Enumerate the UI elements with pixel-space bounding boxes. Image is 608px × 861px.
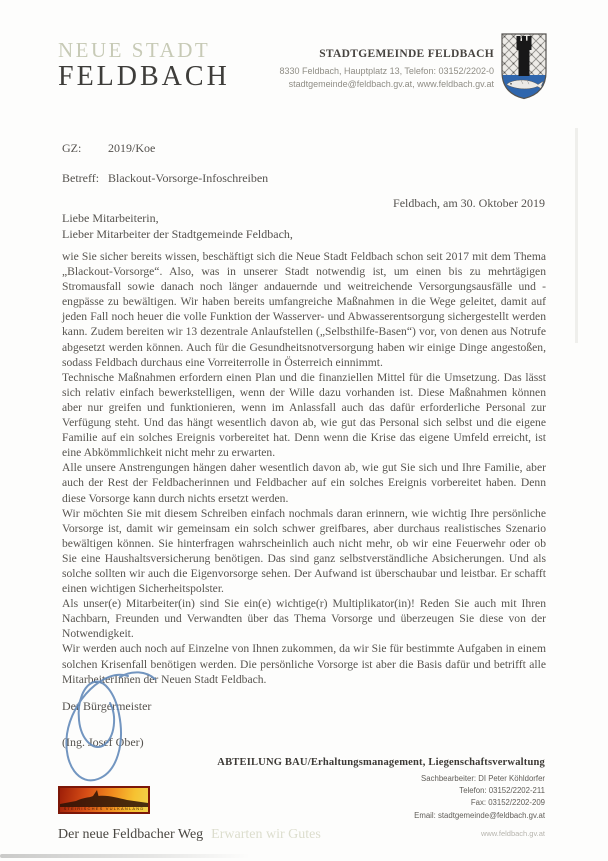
dateline: Feldbach, am 30. Oktober 2019: [393, 196, 545, 210]
city-logo: [58, 40, 230, 91]
org-address-line: 8330 Feldbach, Hauptplatz 13, Telefon: 03152/2202-0: [279, 66, 494, 76]
department-line: ABTEILUNG BAU/Erhaltungsmanagement, Liegenschaftsverwaltung: [217, 757, 545, 768]
subject-value: Blackout-Vorsorge-Infoschreiben: [108, 171, 269, 185]
footer-phone: Telefon: 03152/2202-211: [459, 786, 545, 796]
scan-artifact-bottom-shadow: [0, 854, 250, 858]
feldbach-coat-of-arms-icon: [500, 32, 548, 102]
gz-row: [62, 141, 155, 156]
gz-label: GZ:: [62, 141, 82, 155]
body-paragraph: Alle unsere Anstrengungen hängen daher wesentlich davon ab, wie gut Sie sich und Ihre Familie, aber auch der Rest der Feldbacherinnen und Feldbacher auf ein solches Ereignis vorbereitet haben. Denn diese Vorsorge kann durch nichts ersetzt werden.: [62, 461, 546, 505]
org-name: STADTGEMEINDE FELDBACH: [319, 48, 494, 60]
slogan-faint: Erwarten wir Gutes: [211, 827, 321, 842]
letter-body: [62, 249, 546, 687]
body-paragraph: Wir werden auch noch auf Einzelne von Ihnen zukommen, da wir Sie für bestimmte Aufgaben in einem solchen Krisenfall benötigen werden. Die persönliche Vorsorge ist aber die Basis dafür und betrifft alle MitarbeiterInnen der Neuen Stadt Feldbach.: [62, 642, 546, 686]
slogan-main: Der neue Feldbacher Weg: [58, 827, 204, 842]
footer-fax: Fax: 03152/2202-209: [470, 798, 545, 808]
city-logo-line2: FELDBACH: [58, 61, 230, 92]
scan-artifact-right-strip: [575, 128, 578, 343]
subject-row: [62, 171, 268, 186]
city-logo-line1: NEUE STADT: [58, 38, 211, 62]
closing-role: Der Bürgermeister: [62, 699, 152, 713]
salutation: [62, 211, 293, 242]
footer-email: Email: stadtgemeinde@feldbach.gv.at: [414, 810, 545, 820]
letterhead-address-block: [280, 48, 495, 91]
closing-name: (Ing. Josef Ober): [62, 735, 144, 749]
gz-value: 2019/Koe: [108, 141, 156, 155]
salutation-line1: Liebe Mitarbeiterin,: [62, 211, 159, 225]
footer-contact-block: [62, 773, 545, 822]
footer-slogan: [58, 827, 321, 843]
subject-label: Betreff:: [62, 171, 100, 185]
body-paragraph: Als unser(e) Mitarbeiter(in) sind Sie ein(e) wichtige(r) Multiplikator(in)! Reden Sie auch mit Ihren Nachbarn, Freunden und Verwandten über das Thema Vorsorge und überzeugen Sie diese von der Notwendigkeit.: [62, 597, 546, 641]
salutation-line2: Lieber Mitarbeiter der Stadtgemeinde Feldbach,: [62, 226, 293, 241]
org-address: [280, 65, 495, 91]
crest-tower-icon: [517, 36, 532, 76]
footer-clerk: Sachbearbeiter: DI Peter Köhldorfer: [421, 774, 545, 783]
body-paragraph: Wir möchten Sie mit diesem Schreiben einfach nochmals daran erinnern, wie wichtig Ihre persönliche Vorsorge ist, damit wir gemeinsam ein solch schwer greifbares, aber durchaus realistisches Szenario bewältigen können. Sie hinterfragen wahrscheinlich auch nicht mehr, ob wir eine Feuerwehr oder ob Sie eine Haushaltsversicherung benötigen. Das sind ganz selbstverständliche Absicherungen. Und als solche sollten wir auch die Eigenvorsorge sehen. Der Aufwand ist überschaubar und leistbar. Er schafft einen wichtigen Sicherheitspolster.: [62, 506, 546, 596]
org-contact-line: stadtgemeinde@feldbach.gv.at, www.feldbach.gv.at: [288, 79, 494, 89]
vulkanland-label: STEIRISCHES VULKANLAND: [63, 806, 145, 811]
body-paragraph: wie Sie sicher bereits wissen, beschäftigt sich die Neue Stadt Feldbach schon seit 2017 mit dem Thema „Blackout-Vorsorge“. Also, was in unserer Stadt notwendig ist, um einen bis zu mehrtägigen Stromausfall sowie danach noch länger andauernde und weitreichende Versorgungsausfälle und -engpässe zu bewältigen. Wir haben bereits umfangreiche Maßnahmen in die Wege geleitet, damit auf jeden Fall noch heuer die volle Funktion der Wasserver- und Abwasserentsorgung sichergestellt werden kann. Zudem bereiten wir 13 dezentrale Anlaufstellen („Selbsthilfe-Basen“) vor, von denen aus Notrufe abgesetzt werden können. Auch für die Gesundheitsnotversorgung haben wir einige Dinge angestoßen, sodass Feldbach durchaus eine Vorreiterrolle in Österreich einnimmt.: [62, 250, 546, 369]
body-paragraph: Technische Maßnahmen erfordern einen Plan und die finanziellen Mittel für die Umsetzung. Das lässt sich relativ einfach bewerkstelligen, wenn der Wille dazu vorhanden ist. Diese Maßnahmen können aber nur greifen und funktionieren, wenn im Anlassfall auch das dafür erforderliche Personal zur Verfügung steht. Und das hängt wesentlich davon ab, wie gut das Personal sich selbst und die eigene Familie auf ein solches Ereignis vorbereitet hat. Denn wenn die Krise das eigene Umfeld erreicht, ist eine Abkömmlichkeit nicht mehr zu erwarten.: [62, 370, 546, 460]
footer-website: www.feldbach.gv.at: [480, 829, 545, 838]
